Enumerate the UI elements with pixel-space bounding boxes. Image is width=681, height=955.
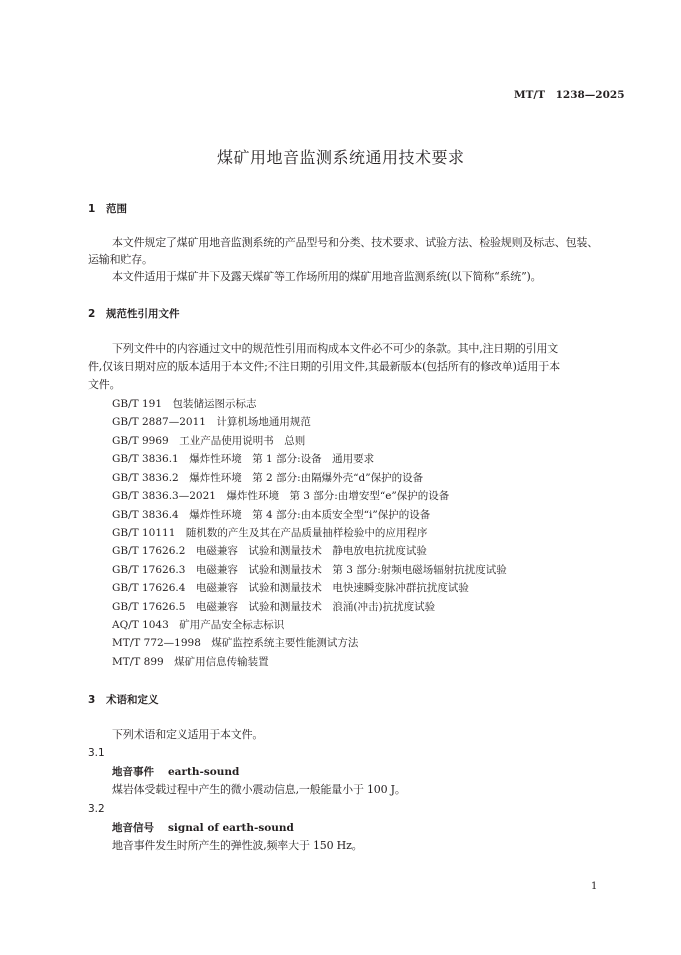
reference-item: GB/T 17626.4 电磁兼容 试验和测量技术 电快速瞬变脉冲群抗扰度试验 bbox=[112, 582, 469, 594]
reference-item: GB/T 3836.4 爆炸性环境 第 4 部分:由本质安全型“i”保护的设备 bbox=[112, 509, 431, 521]
reference-item: GB/T 3836.3—2021 爆炸性环境 第 3 部分:由增安型“e”保护的设备 bbox=[112, 490, 450, 502]
term-definition: 地音事件发生时所产生的弹性波,频率大于 150 Hz。 bbox=[112, 839, 363, 852]
term-heading bbox=[112, 821, 294, 835]
section-2-heading bbox=[88, 307, 180, 321]
reference-item: GB/T 17626.5 电磁兼容 试验和测量技术 浪涌(冲击)抗扰度试验 bbox=[112, 601, 436, 613]
terms-intro: 下列术语和定义适用于本文件。 bbox=[112, 728, 264, 741]
reference-item: AQ/T 1043 矿用产品安全标志标识 bbox=[112, 619, 285, 631]
section-title: 术语和定义 bbox=[106, 694, 159, 706]
term-english: signal of earth-sound bbox=[168, 822, 294, 834]
reference-item: GB/T 10111 随机数的产生及其在产品质量抽样检验中的应用程序 bbox=[112, 527, 428, 539]
section-number: 1 bbox=[88, 203, 96, 215]
term-number: 3.2 bbox=[88, 803, 105, 815]
reference-item: MT/T 772—1998 煤矿监控系统主要性能测试方法 bbox=[112, 637, 359, 649]
term-number: 3.1 bbox=[88, 747, 105, 759]
reference-item: GB/T 3836.2 爆炸性环境 第 2 部分:由隔爆外壳“d”保护的设备 bbox=[112, 472, 424, 484]
reference-item: GB/T 17626.2 电磁兼容 试验和测量技术 静电放电抗扰度试验 bbox=[112, 545, 427, 557]
term-chinese: 地音信号 bbox=[112, 822, 154, 834]
reference-item: GB/T 3836.1 爆炸性环境 第 1 部分:设备 通用要求 bbox=[112, 453, 375, 465]
scope-paragraph-1-line-1: 本文件规定了煤矿用地音监测系统的产品型号和分类、技术要求、试验方法、检验规则及标志、包装、 bbox=[112, 236, 598, 249]
scope-paragraph-2: 本文件适用于煤矿井下及露天煤矿等工作场所用的煤矿用地音监测系统(以下简称“系统”)。 bbox=[112, 270, 542, 283]
references-intro-line-3: 文件。 bbox=[88, 378, 121, 391]
section-title: 规范性引用文件 bbox=[106, 308, 180, 320]
scope-paragraph-1-line-2: 运输和贮存。 bbox=[88, 253, 153, 266]
page-number: 1 bbox=[591, 881, 598, 892]
section-title: 范围 bbox=[106, 203, 127, 215]
section-1-heading bbox=[88, 202, 127, 216]
term-definition: 煤岩体受载过程中产生的微小震动信息,一般能量小于 100 J。 bbox=[112, 783, 406, 796]
reference-item: GB/T 2887—2011 计算机场地通用规范 bbox=[112, 416, 311, 428]
term-english: earth-sound bbox=[168, 766, 240, 778]
section-3-heading bbox=[88, 693, 159, 707]
term-heading bbox=[112, 765, 239, 779]
section-number: 3 bbox=[88, 694, 96, 706]
reference-item: MT/T 899 煤矿用信息传输装置 bbox=[112, 656, 269, 668]
references-intro-line-2: 件,仅该日期对应的版本适用于本文件;不注日期的引用文件,其最新版本(包括所有的修改单)适用于本 bbox=[88, 360, 560, 373]
reference-item: GB/T 191 包装储运图示标志 bbox=[112, 398, 257, 410]
standard-number: MT/T 1238—2025 bbox=[514, 89, 625, 101]
references-intro-line-1: 下列文件中的内容通过文中的规范性引用而构成本文件必不可少的条款。其中,注日期的引用文 bbox=[112, 342, 559, 355]
reference-item: GB/T 17626.3 电磁兼容 试验和测量技术 第 3 部分:射频电磁场辐射抗扰度试验 bbox=[112, 564, 507, 576]
reference-item: GB/T 9969 工业产品使用说明书 总则 bbox=[112, 435, 306, 447]
section-number: 2 bbox=[88, 308, 96, 320]
page-title: 煤矿用地音监测系统通用技术要求 bbox=[217, 148, 465, 167]
term-chinese: 地音事件 bbox=[112, 766, 154, 778]
